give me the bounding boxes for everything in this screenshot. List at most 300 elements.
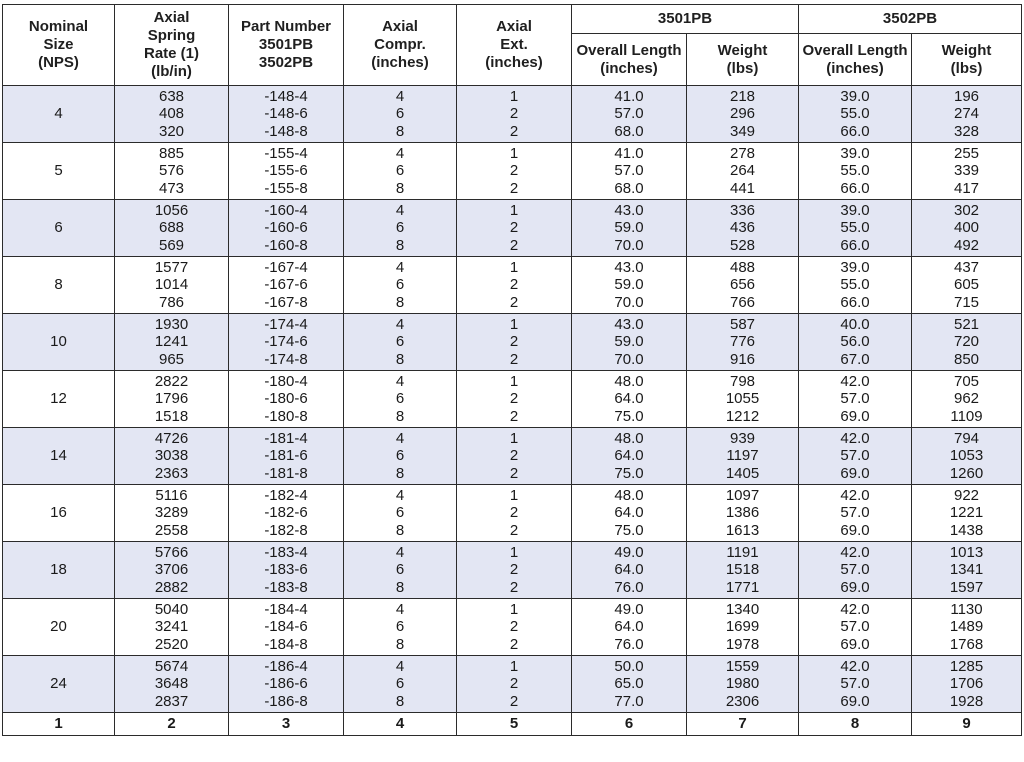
cell-value: -174-8 — [264, 350, 308, 368]
cell-value: 339 — [953, 162, 980, 180]
cell-value: 2 — [509, 219, 519, 237]
column-number: 4 — [344, 713, 457, 736]
cell-value: 1260 — [949, 464, 984, 482]
cell-value: 70.0 — [614, 350, 644, 368]
cell-value: 1053 — [949, 447, 984, 465]
cell-value: -155-6 — [264, 162, 308, 180]
axial-ext-cell — [457, 143, 572, 200]
overall-length-3502-cell — [799, 314, 912, 371]
cell-value: 1518 — [154, 407, 189, 425]
cell-value: 43.0 — [614, 201, 644, 219]
axial-ext-cell — [457, 485, 572, 542]
cell-value: 1 — [509, 87, 519, 105]
cell-value: 68.0 — [614, 122, 644, 140]
cell-value: -167-8 — [264, 293, 308, 311]
cell-value: 6 — [395, 276, 405, 294]
overall-length-3501-cell — [572, 599, 687, 656]
column-number: 7 — [687, 713, 799, 736]
cell-value: 1 — [509, 315, 519, 333]
cell-value: 1613 — [725, 521, 760, 539]
cell-value: 57.0 — [840, 504, 870, 522]
weight-3501-cell — [687, 143, 799, 200]
cell-value: 6 — [395, 162, 405, 180]
cell-value: 67.0 — [840, 350, 870, 368]
cell-value: 70.0 — [614, 236, 644, 254]
overall-length-3502-cell — [799, 542, 912, 599]
cell-value: -184-6 — [264, 618, 308, 636]
cell-value: 1597 — [949, 578, 984, 596]
cell-value: 1386 — [725, 504, 760, 522]
spring-rate-cell — [115, 314, 229, 371]
cell-value: -186-4 — [264, 657, 308, 675]
axial-ext-cell — [457, 200, 572, 257]
overall-length-3502-cell — [799, 371, 912, 428]
cell-value: 2 — [509, 692, 519, 710]
table-row — [3, 542, 1022, 599]
cell-value: -182-8 — [264, 521, 308, 539]
cell-value: 1 — [509, 372, 519, 390]
cell-value: -183-8 — [264, 578, 308, 596]
cell-value: 1285 — [949, 657, 984, 675]
cell-value: 576 — [158, 162, 185, 180]
cell-value: 2 — [509, 293, 519, 311]
axial-ext-cell — [457, 599, 572, 656]
nominal-size-cell: 8 — [3, 257, 115, 314]
cell-value: 70.0 — [614, 293, 644, 311]
cell-value: 69.0 — [840, 692, 870, 710]
cell-value: 40.0 — [840, 315, 870, 333]
weight-3502-cell — [912, 599, 1022, 656]
header-axial-ext: Axial Ext. (inches) — [457, 5, 572, 86]
cell-value: 417 — [953, 179, 980, 197]
cell-value: 42.0 — [840, 600, 870, 618]
axial-compr-cell — [344, 143, 457, 200]
cell-value: 1438 — [949, 521, 984, 539]
cell-value: 39.0 — [840, 201, 870, 219]
cell-value: 4 — [395, 657, 405, 675]
cell-value: 4 — [395, 429, 405, 447]
cell-value: 69.0 — [840, 464, 870, 482]
axial-compr-cell — [344, 314, 457, 371]
overall-length-3501-cell — [572, 542, 687, 599]
cell-value: 6 — [395, 504, 405, 522]
cell-value: 2 — [509, 162, 519, 180]
axial-ext-cell — [457, 371, 572, 428]
cell-value: 1928 — [949, 692, 984, 710]
nominal-size-cell: 5 — [3, 143, 115, 200]
cell-value: 2 — [509, 236, 519, 254]
cell-value: 64.0 — [614, 447, 644, 465]
column-number: 5 — [457, 713, 572, 736]
cell-value: 42.0 — [840, 543, 870, 561]
cell-value: 436 — [729, 219, 756, 237]
cell-value: 55.0 — [840, 219, 870, 237]
axial-ext-cell — [457, 314, 572, 371]
spring-rate-cell — [115, 485, 229, 542]
cell-value: 57.0 — [840, 561, 870, 579]
cell-value: 3241 — [154, 618, 189, 636]
cell-value: 2 — [509, 390, 519, 408]
cell-value: 57.0 — [840, 618, 870, 636]
cell-value: 2 — [509, 447, 519, 465]
cell-value: 296 — [729, 105, 756, 123]
cell-value: 2 — [509, 578, 519, 596]
cell-value: 64.0 — [614, 504, 644, 522]
cell-value: 8 — [395, 350, 405, 368]
nominal-size-cell: 18 — [3, 542, 115, 599]
cell-value: -160-4 — [264, 201, 308, 219]
cell-value: 8 — [395, 521, 405, 539]
cell-value: 1405 — [725, 464, 760, 482]
weight-3501-cell — [687, 599, 799, 656]
cell-value: 57.0 — [840, 390, 870, 408]
cell-value: 66.0 — [840, 122, 870, 140]
cell-value: 42.0 — [840, 429, 870, 447]
cell-value: 1768 — [949, 635, 984, 653]
cell-value: 3706 — [154, 561, 189, 579]
cell-value: 349 — [729, 122, 756, 140]
overall-length-3501-cell — [572, 257, 687, 314]
cell-value: 64.0 — [614, 561, 644, 579]
cell-value: 2 — [509, 504, 519, 522]
cell-value: 4 — [395, 315, 405, 333]
overall-length-3501-cell — [572, 656, 687, 713]
cell-value: 8 — [395, 179, 405, 197]
axial-compr-cell — [344, 86, 457, 143]
cell-value: 274 — [953, 105, 980, 123]
cell-value: 786 — [158, 293, 185, 311]
cell-value: 57.0 — [614, 162, 644, 180]
part-number-cell — [229, 257, 344, 314]
cell-value: -183-4 — [264, 543, 308, 561]
overall-length-3502-cell — [799, 257, 912, 314]
axial-compr-cell — [344, 371, 457, 428]
cell-value: 5674 — [154, 657, 189, 675]
overall-length-3501-cell — [572, 143, 687, 200]
nominal-size-cell: 4 — [3, 86, 115, 143]
part-number-cell — [229, 314, 344, 371]
cell-value: 8 — [395, 122, 405, 140]
table-row — [3, 143, 1022, 200]
cell-value: -184-8 — [264, 635, 308, 653]
overall-length-3501-cell — [572, 428, 687, 485]
cell-value: 885 — [158, 144, 185, 162]
axial-ext-cell — [457, 542, 572, 599]
axial-compr-cell — [344, 485, 457, 542]
weight-3502-cell — [912, 656, 1022, 713]
cell-value: 1980 — [725, 675, 760, 693]
spring-rate-cell — [115, 371, 229, 428]
cell-value: 1559 — [725, 657, 760, 675]
header-part-number: Part Number 3501PB 3502PB — [229, 5, 344, 86]
cell-value: -182-6 — [264, 504, 308, 522]
cell-value: 278 — [729, 144, 756, 162]
spring-rate-cell — [115, 542, 229, 599]
weight-3501-cell — [687, 86, 799, 143]
cell-value: 49.0 — [614, 600, 644, 618]
cell-value: 2 — [509, 122, 519, 140]
table-body — [3, 86, 1022, 713]
cell-value: 57.0 — [614, 105, 644, 123]
cell-value: 6 — [395, 447, 405, 465]
overall-length-3501-cell — [572, 485, 687, 542]
cell-value: -174-4 — [264, 315, 308, 333]
part-number-cell — [229, 599, 344, 656]
table-row — [3, 656, 1022, 713]
cell-value: 4 — [395, 486, 405, 504]
cell-value: 605 — [953, 276, 980, 294]
cell-value: 42.0 — [840, 657, 870, 675]
cell-value: 41.0 — [614, 87, 644, 105]
cell-value: 8 — [395, 236, 405, 254]
spring-rate-cell — [115, 86, 229, 143]
cell-value: 1130 — [950, 600, 983, 618]
cell-value: 76.0 — [614, 578, 644, 596]
axial-compr-cell — [344, 200, 457, 257]
header-spring-rate: Axial Spring Rate (1) (lb/in) — [115, 5, 229, 86]
cell-value: 1 — [509, 600, 519, 618]
cell-value: 59.0 — [614, 333, 644, 351]
weight-3501-cell — [687, 656, 799, 713]
cell-value: 69.0 — [840, 521, 870, 539]
cell-value: 488 — [729, 258, 756, 276]
weight-3502-cell — [912, 485, 1022, 542]
cell-value: 6 — [395, 105, 405, 123]
cell-value: -167-6 — [264, 276, 308, 294]
cell-value: 1 — [509, 429, 519, 447]
spec-table — [2, 4, 1022, 736]
cell-value: 59.0 — [614, 276, 644, 294]
cell-value: 2882 — [154, 578, 189, 596]
cell-value: 2 — [509, 635, 519, 653]
cell-value: 2 — [509, 407, 519, 425]
column-number: 3 — [229, 713, 344, 736]
nominal-size-cell: 24 — [3, 656, 115, 713]
table-row — [3, 371, 1022, 428]
cell-value: -186-6 — [264, 675, 308, 693]
cell-value: 400 — [953, 219, 980, 237]
part-number-cell — [229, 485, 344, 542]
cell-value: -148-8 — [264, 122, 308, 140]
cell-value: 776 — [729, 333, 756, 351]
cell-value: 64.0 — [614, 390, 644, 408]
cell-value: 492 — [953, 236, 980, 254]
column-number-row — [3, 713, 1022, 736]
cell-value: 50.0 — [614, 657, 644, 675]
cell-value: 1340 — [725, 600, 760, 618]
header-group-3501pb: 3501PB — [572, 5, 799, 34]
column-number: 2 — [115, 713, 229, 736]
cell-value: 1518 — [725, 561, 760, 579]
overall-length-3501-cell — [572, 86, 687, 143]
cell-value: 1055 — [725, 390, 760, 408]
cell-value: 2520 — [154, 635, 189, 653]
cell-value: 64.0 — [614, 618, 644, 636]
cell-value: 196 — [953, 87, 980, 105]
weight-3501-cell — [687, 542, 799, 599]
cell-value: 1 — [509, 486, 519, 504]
cell-value: 1109 — [950, 407, 983, 425]
cell-value: 441 — [729, 179, 756, 197]
weight-3501-cell — [687, 257, 799, 314]
spring-rate-cell — [115, 200, 229, 257]
cell-value: 66.0 — [840, 236, 870, 254]
cell-value: 2306 — [725, 692, 760, 710]
cell-value: 2363 — [154, 464, 189, 482]
cell-value: 922 — [953, 486, 980, 504]
cell-value: 962 — [953, 390, 980, 408]
cell-value: 39.0 — [840, 87, 870, 105]
cell-value: 8 — [395, 407, 405, 425]
nominal-size-cell: 14 — [3, 428, 115, 485]
weight-3501-cell — [687, 200, 799, 257]
cell-value: 69.0 — [840, 407, 870, 425]
cell-value: 8 — [395, 293, 405, 311]
cell-value: 656 — [729, 276, 756, 294]
cell-value: 8 — [395, 578, 405, 596]
cell-value: 1191 — [726, 543, 759, 561]
cell-value: 766 — [729, 293, 756, 311]
part-number-cell — [229, 86, 344, 143]
overall-length-3501-cell — [572, 200, 687, 257]
axial-ext-cell — [457, 428, 572, 485]
cell-value: 75.0 — [614, 407, 644, 425]
cell-value: 2837 — [154, 692, 189, 710]
cell-value: 437 — [953, 258, 980, 276]
cell-value: 2 — [509, 675, 519, 693]
table-row — [3, 200, 1022, 257]
cell-value: 2 — [509, 333, 519, 351]
nominal-size-cell: 10 — [3, 314, 115, 371]
cell-value: 965 — [158, 350, 185, 368]
cell-value: 569 — [158, 236, 185, 254]
column-number: 8 — [799, 713, 912, 736]
cell-value: 1341 — [949, 561, 984, 579]
cell-value: 39.0 — [840, 144, 870, 162]
weight-3502-cell — [912, 371, 1022, 428]
cell-value: 8 — [395, 464, 405, 482]
cell-value: 4 — [395, 543, 405, 561]
weight-3502-cell — [912, 200, 1022, 257]
header-3501-overall-length: Overall Length (inches) — [572, 34, 687, 86]
cell-value: 3648 — [154, 675, 189, 693]
overall-length-3502-cell — [799, 485, 912, 542]
weight-3501-cell — [687, 485, 799, 542]
cell-value: 1 — [509, 543, 519, 561]
cell-value: 794 — [953, 429, 980, 447]
cell-value: -180-4 — [264, 372, 308, 390]
cell-value: 1699 — [725, 618, 760, 636]
cell-value: 49.0 — [614, 543, 644, 561]
part-number-cell — [229, 200, 344, 257]
cell-value: 6 — [395, 390, 405, 408]
cell-value: 55.0 — [840, 276, 870, 294]
cell-value: 1013 — [949, 543, 984, 561]
header-axial-compr: Axial Compr. (inches) — [344, 5, 457, 86]
cell-value: -155-4 — [264, 144, 308, 162]
weight-3502-cell — [912, 143, 1022, 200]
cell-value: 939 — [729, 429, 756, 447]
weight-3502-cell — [912, 257, 1022, 314]
cell-value: 6 — [395, 675, 405, 693]
axial-compr-cell — [344, 656, 457, 713]
spring-rate-cell — [115, 656, 229, 713]
cell-value: 2 — [509, 350, 519, 368]
cell-value: 57.0 — [840, 447, 870, 465]
axial-ext-cell — [457, 656, 572, 713]
cell-value: 4 — [395, 372, 405, 390]
cell-value: 65.0 — [614, 675, 644, 693]
cell-value: 75.0 — [614, 464, 644, 482]
column-number: 6 — [572, 713, 687, 736]
cell-value: -167-4 — [264, 258, 308, 276]
column-number: 1 — [3, 713, 115, 736]
cell-value: 328 — [953, 122, 980, 140]
cell-value: 1197 — [726, 447, 759, 465]
cell-value: 1577 — [154, 258, 189, 276]
cell-value: -181-6 — [264, 447, 308, 465]
cell-value: -160-6 — [264, 219, 308, 237]
table-row — [3, 485, 1022, 542]
overall-length-3502-cell — [799, 86, 912, 143]
cell-value: -160-8 — [264, 236, 308, 254]
cell-value: 218 — [729, 87, 756, 105]
cell-value: 42.0 — [840, 372, 870, 390]
cell-value: 1771 — [725, 578, 760, 596]
part-number-cell — [229, 428, 344, 485]
cell-value: -180-8 — [264, 407, 308, 425]
cell-value: 302 — [953, 201, 980, 219]
cell-value: 6 — [395, 333, 405, 351]
cell-value: -181-8 — [264, 464, 308, 482]
cell-value: 4 — [395, 600, 405, 618]
cell-value: 638 — [158, 87, 185, 105]
cell-value: -186-8 — [264, 692, 308, 710]
spring-rate-cell — [115, 599, 229, 656]
overall-length-3502-cell — [799, 599, 912, 656]
axial-compr-cell — [344, 599, 457, 656]
table-row — [3, 599, 1022, 656]
weight-3501-cell — [687, 428, 799, 485]
cell-value: 1097 — [725, 486, 760, 504]
cell-value: 2 — [509, 521, 519, 539]
axial-ext-cell — [457, 86, 572, 143]
cell-value: 2558 — [154, 521, 189, 539]
cell-value: 916 — [729, 350, 756, 368]
overall-length-3501-cell — [572, 314, 687, 371]
cell-value: 715 — [953, 293, 980, 311]
weight-3502-cell — [912, 314, 1022, 371]
cell-value: -174-6 — [264, 333, 308, 351]
cell-value: 2 — [509, 618, 519, 636]
overall-length-3502-cell — [799, 200, 912, 257]
cell-value: 59.0 — [614, 219, 644, 237]
cell-value: 2 — [509, 561, 519, 579]
weight-3502-cell — [912, 86, 1022, 143]
header-group-3502pb: 3502PB — [799, 5, 1022, 34]
cell-value: 5116 — [155, 486, 188, 504]
cell-value: -181-4 — [264, 429, 308, 447]
cell-value: 587 — [729, 315, 756, 333]
cell-value: -183-6 — [264, 561, 308, 579]
cell-value: 2 — [509, 276, 519, 294]
part-number-cell — [229, 542, 344, 599]
cell-value: 4 — [395, 144, 405, 162]
cell-value: 5766 — [154, 543, 189, 561]
part-number-cell — [229, 371, 344, 428]
table-row — [3, 86, 1022, 143]
cell-value: 4726 — [154, 429, 189, 447]
